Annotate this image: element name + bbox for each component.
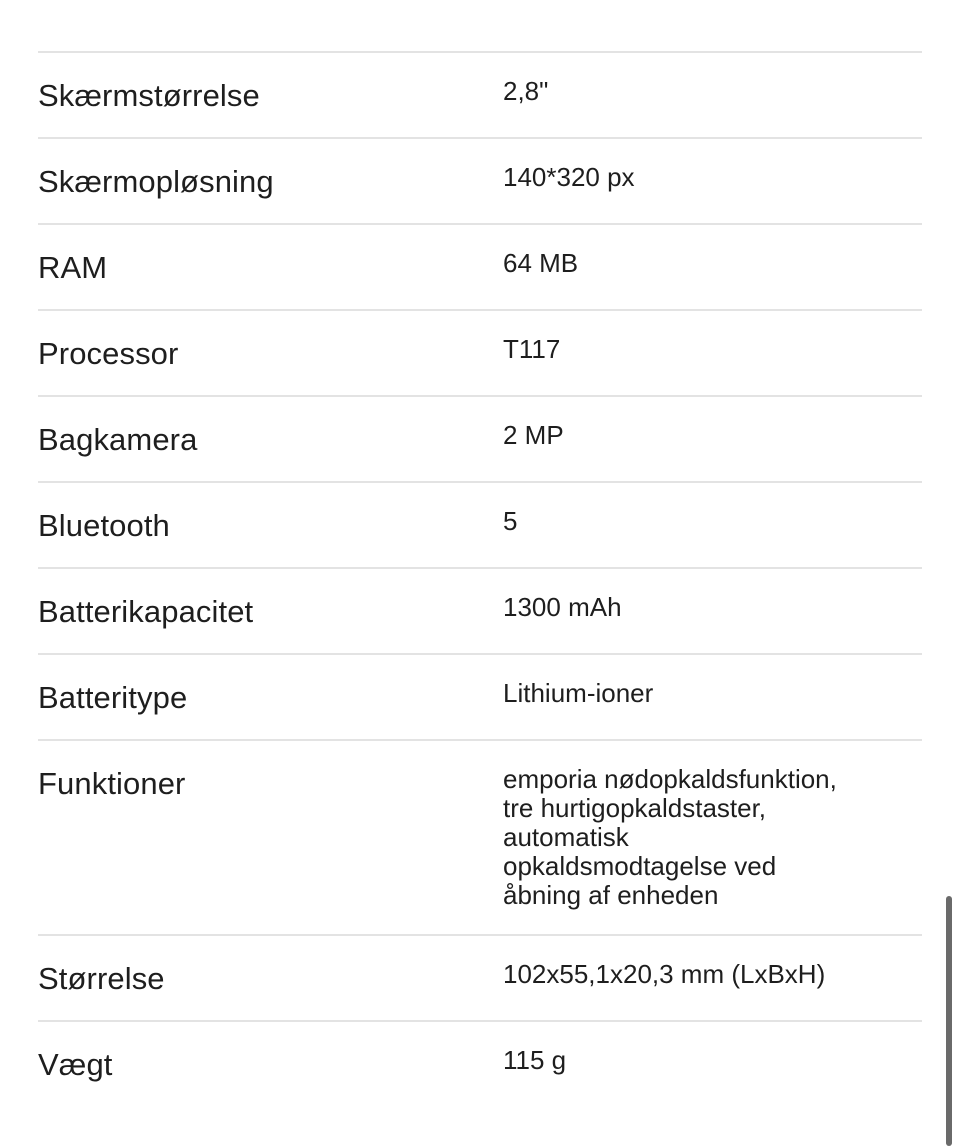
spec-value: 64 MB [503,248,579,278]
spec-label: Skærmstørrelse [38,78,260,113]
spec-value: 2 MP [503,420,564,450]
spec-value: 1300 mAh [503,592,622,622]
spec-value: 2,8" [503,76,549,106]
spec-row-battery-capacity [38,569,922,655]
spec-row-ram [38,225,922,311]
spec-value-line: tre hurtigopkaldstaster, [503,793,767,823]
spec-label: Skærmopløsning [38,164,274,199]
spec-row-screen-size [38,53,922,139]
spec-row-screen-resolution [38,139,922,225]
spec-row-bluetooth [38,483,922,569]
spec-value: 140*320 px [503,162,635,192]
spec-value: 115 g [503,1045,567,1075]
spec-value-line: opkaldsmodtagelse ved [503,851,777,881]
spec-row-weight [38,1022,922,1108]
spec-value [503,741,922,934]
spec-value: 102x55,1x20,3 mm (LxBxH) [503,959,826,989]
spec-row-battery-type [38,655,922,741]
spec-row-rear-camera [38,397,922,483]
spec-value-line: emporia nødopkaldsfunktion, [503,764,837,794]
specifications-table [38,51,922,1108]
vertical-scrollbar-thumb[interactable] [946,896,952,1146]
spec-label: Processor [38,336,179,371]
spec-label: Batterikapacitet [38,594,254,629]
spec-value: 5 [503,506,518,536]
spec-label: Størrelse [38,961,165,996]
spec-label: RAM [38,250,108,285]
spec-value-line: åbning af enheden [503,880,719,910]
spec-row-processor [38,311,922,397]
spec-value: Lithium-ioner [503,678,654,708]
spec-row-size [38,936,922,1022]
spec-row-features [38,741,922,936]
spec-label: Funktioner [38,766,186,801]
spec-value: T117 [503,334,561,364]
spec-label: Bluetooth [38,508,170,543]
spec-label: Bagkamera [38,422,198,457]
spec-label: Vægt [38,1047,113,1082]
spec-value-line: automatisk [503,822,629,852]
spec-label: Batteritype [38,680,188,715]
